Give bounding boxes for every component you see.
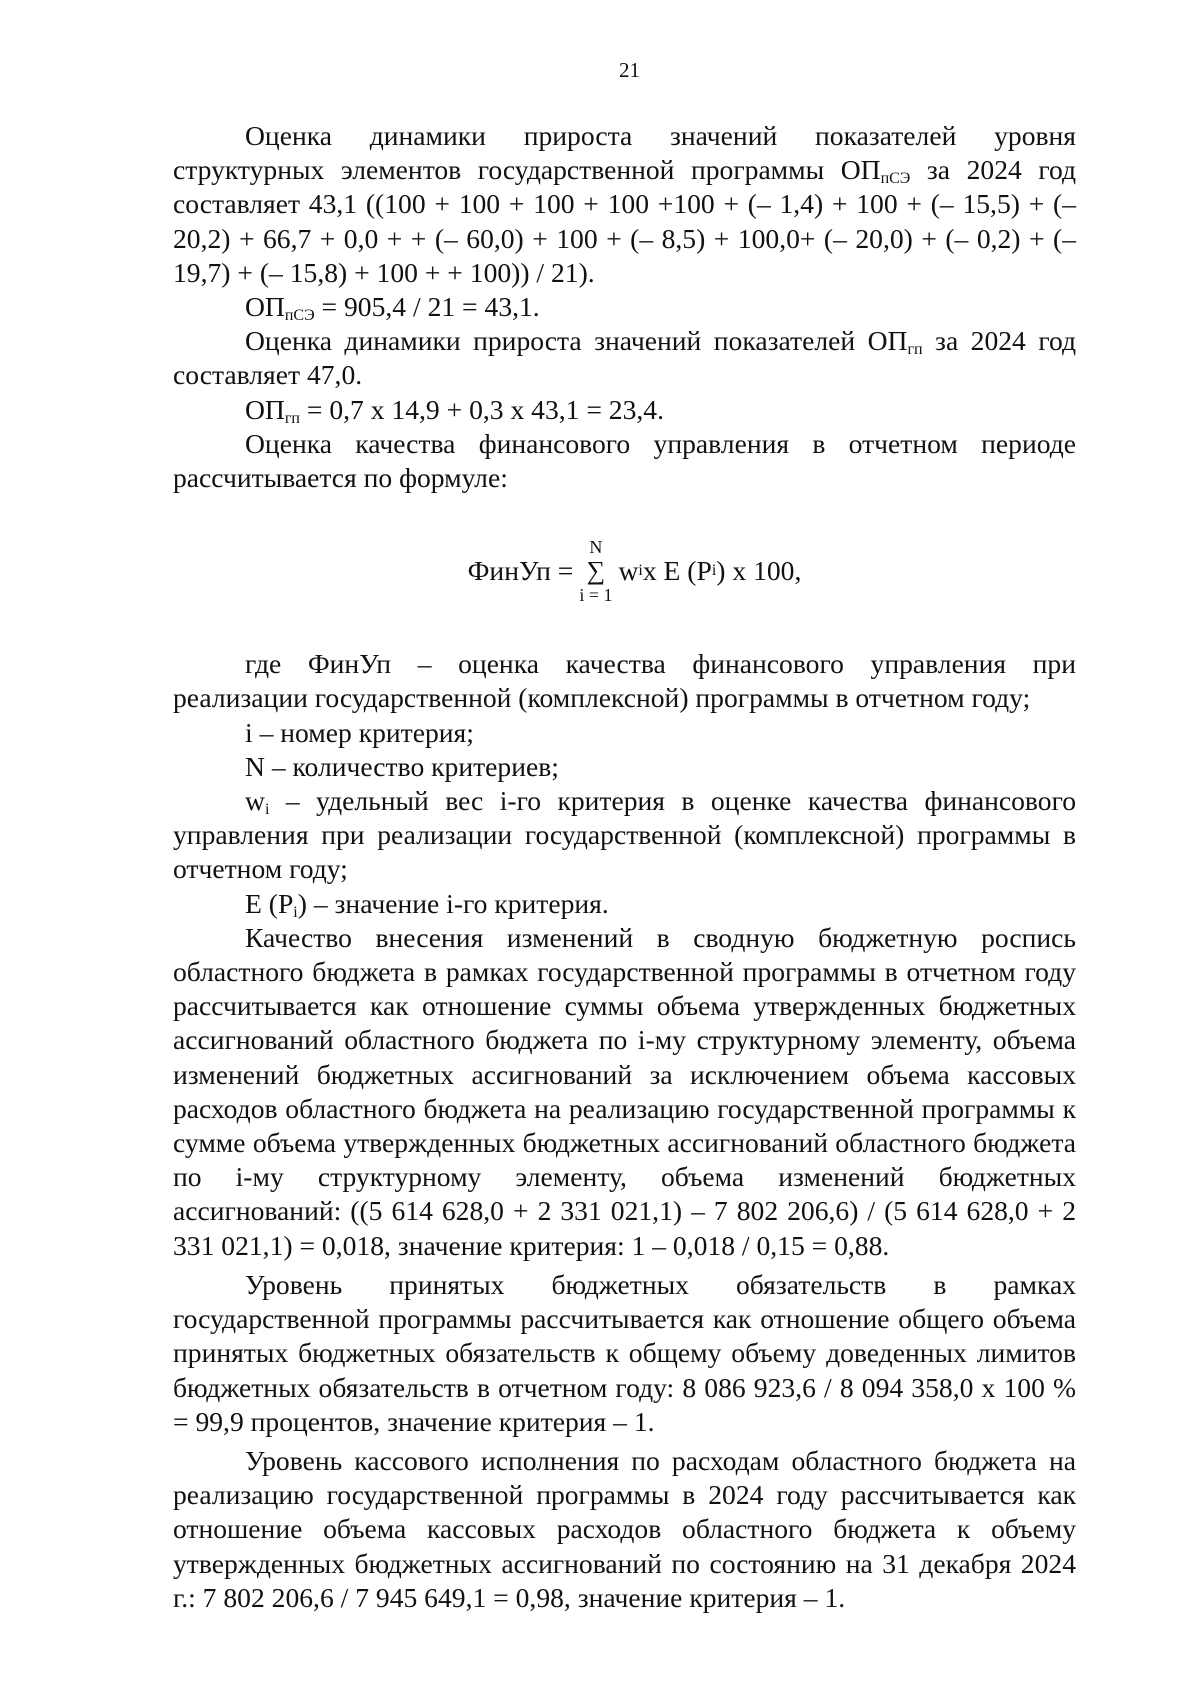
text: ) – значение i-го критерия. [297,887,609,919]
text: ОП [245,291,285,323]
paragraph-definition-i: i – номер критерия; [245,716,474,748]
paragraph-op-pse-formula [173,290,1076,324]
text: w [245,785,265,817]
subscript: гп [907,341,923,359]
formula-lhs: ФинУп = [467,555,574,587]
subscript: пСЭ [880,170,911,188]
summation [579,536,612,606]
paragraph-obligations-level: Уровень принятых бюджетных обязательств в рамках государственной программы рассчитывается как отношение общего объема принятых бюджетных обязательств к общему объему доведенных лимитов бюджетных обязательств в отчетном году: 8 086 923,6 / 8 094 358,0 x 100 % = 99,9 процентов, значение критерия – 1. [173,1268,1076,1437]
paragraph-definition-n: N – количество критериев; [245,750,559,782]
summation-lower-limit: i = 1 [579,585,613,606]
summation-upper-limit: N [589,537,603,558]
formula-tail: ) x 100, [716,555,802,587]
formula-mid: x E (P [642,555,712,587]
paragraph-financial-quality-intro: Оценка качества финансового управления в отчетном периоде рассчитывается по формуле: [173,427,1076,494]
formula-expression: ФинУп = N ∑ i = 1 w i x E (P i ) x 100, [467,537,802,606]
subscript: пСЭ [284,307,315,325]
text: = 905,4 / 21 = 43,1. [314,291,540,323]
text: ОП [245,393,285,425]
paragraph-definition-finup: где ФинУп – оценка качества финансового управления при реализации государственной (комплексной) программы в отчетном году; [173,648,1076,714]
text: Оценка динамики прироста значений показателей уровня структурных элементов государственной программы ОП [173,120,1076,186]
text: Оценка динамики прироста значений показателей ОП [245,325,908,357]
formula-weight: w [618,555,639,587]
sigma-symbol: ∑ [586,556,606,586]
text: за 2024 год составляет 43,1 ((100 + 100 + 100 + 100 +100 + (– 1,4) + 100 + (– 15,5) + (– 20,2) + 66,7 + 0,0 + + (– 60,0) + 100 + (– 8,5) + 100,0+ (– 20,0) + (– 0,2) + (– 19,7) + (– 15,8) + 100 + + 100)) / 21). [173,154,1077,288]
text: = 0,7 x 14,9 + 0,3 x 43,1 = 23,4. [299,393,664,425]
paragraph-budget-changes-quality: Качество внесения изменений в сводную бюджетную роспись областного бюджета в рамках государственной программы в отчетном году рассчитывается как отношение суммы объема утвержденных бюджетных ассигнований областного бюджета по i-му структурному элементу, объема изменений бюджетных ассигнований за исключением объема кассовых расходов областного бюджета на реализацию государственной программы к сумме объема утвержденных бюджетных ассигнований областного бюджета по i-му структурному элементу, объема изменений бюджетных ассигнований: ((5 614 628,0 + 2 331 021,1) – 7 802 206,6) / (5 614 628,0 + 2 331 021,1) = 0,018, значение критерия: 1 – 0,018 / 0,15 = 0,88. [173,921,1076,1261]
paragraph-dynamics-gp [173,324,1076,392]
paragraph-op-gp-formula [173,393,1076,427]
text: за 2024 год составляет 47,0. [173,325,1077,391]
subscript: i [264,801,270,819]
subscript: i [293,903,298,921]
text: – удельный вес i-го критерия в оценке качества финансового управления при реализации государственной (комплексной) программы в отчетном году; [173,785,1076,885]
formula-finup [173,495,1076,647]
paragraph-cash-execution-level: Уровень кассового исполнения по расходам областного бюджета на реализацию государственной программы в 2024 году рассчитывается как отношение объема кассовых расходов областного бюджета к объему утвержденных бюджетных ассигнований по состоянию на 31 декабря 2024 г.: 7 802 206,6 / 7 945 649,1 = 0,98, значение критерия – 1. [173,1444,1076,1613]
text: E (P [245,887,294,919]
page-number: 21 [619,58,640,82]
paragraph-definition-wi [173,784,1076,887]
paragraph-definition-epi [173,887,1076,921]
paragraph-dynamics-structural [173,119,1076,290]
subscript: гп [284,409,300,427]
